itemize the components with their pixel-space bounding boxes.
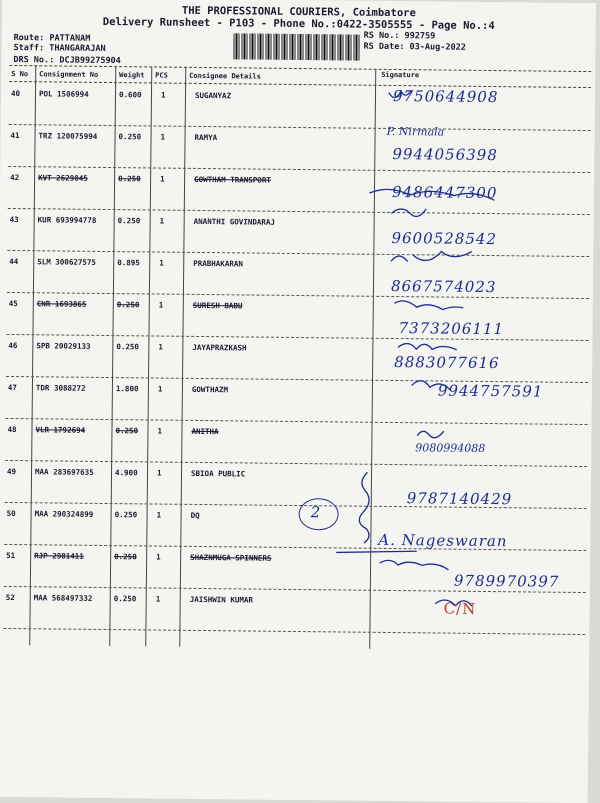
cell-sno: 49 (6, 466, 17, 477)
signature-52 (436, 600, 472, 606)
handwritten-phone-48: 9080994088 (415, 441, 486, 455)
handwritten-phone-49: 9787140429 (406, 489, 513, 509)
cell-consignment: SPB 20029133 (36, 341, 91, 351)
cell-pcs: 1 (157, 426, 163, 436)
cell-sno: 42 (10, 172, 20, 183)
cell-weight: 0.250 (117, 216, 141, 226)
cell-sno: 45 (8, 298, 18, 309)
cell-weight: 1.800 (115, 384, 139, 394)
handwritten-phone-40: 9750644908 (392, 86, 499, 107)
cell-consignment: POL 1506994 (38, 89, 89, 99)
col-header-consignee: Consignee Details (189, 71, 261, 81)
cell-consignee: SUGANYAZ (194, 90, 232, 101)
cell-pcs: 1 (155, 594, 161, 604)
cell-sno: 51 (6, 550, 16, 561)
cell-consignment: MAA 290324899 (34, 509, 94, 519)
signature-43 (392, 209, 426, 217)
cell-pcs: 1 (156, 468, 162, 478)
rs-date: RS Date: 03-Aug-2022 (363, 41, 466, 53)
cell-consignee: ANANTHI GOVINDARAJ (193, 216, 275, 227)
signature-scribbles (335, 84, 591, 627)
cell-consignment: RJP 2981411 (34, 551, 84, 561)
cell-pcs: 1 (160, 90, 166, 100)
cell-sno: 41 (10, 130, 20, 141)
handwritten-phone-44: 8667574023 (390, 276, 497, 297)
cell-pcs: 1 (159, 258, 164, 268)
cell-sno: 52 (5, 592, 15, 603)
underline-mark (336, 550, 416, 553)
cell-weight: 0.250 (118, 174, 141, 184)
circled-number: 2 (310, 503, 322, 522)
cell-pcs: 1 (158, 342, 163, 352)
staff-label: Staff: THANGARAJAN (13, 43, 106, 54)
cell-weight: 0.250 (114, 552, 137, 562)
cell-pcs: 1 (159, 216, 165, 226)
handwritten-phone-45: 7373206111 (398, 319, 505, 339)
signature-47 (412, 381, 450, 390)
cell-weight: 0.250 (114, 510, 138, 520)
signature-51 (380, 560, 448, 569)
handwritten-phone-46: 8883077616 (394, 353, 500, 373)
cell-sno: 50 (6, 508, 16, 519)
cell-consignee: JAISHWIN KUMAR (189, 594, 253, 605)
cell-sno: 44 (9, 256, 19, 267)
cell-consignment: MAA 568497332 (33, 593, 93, 603)
handwritten-phone-47: 9944757591 (437, 381, 544, 401)
handwritten-phone-51: 9789970397 (453, 571, 560, 591)
handwritten-cn-mark: C/N (443, 599, 477, 618)
cell-weight: 0.895 (117, 258, 140, 268)
cell-consignee: ANITHA (191, 426, 219, 437)
cell-consignment: KVT 2629845 (38, 173, 88, 183)
signature-42 (370, 189, 494, 200)
handwritten-phone-42: 9486447300 (391, 182, 498, 203)
brace-mark (359, 473, 370, 543)
cell-weight: 0.250 (116, 300, 140, 310)
cell-pcs: 1 (160, 174, 165, 184)
col-header-weight: Weight (119, 71, 145, 80)
cell-weight: 4.900 (114, 468, 138, 478)
cell-sno: 40 (10, 88, 21, 99)
cell-consignee: RAMYA (194, 132, 218, 143)
cell-consignee: PRABHAKARAN (193, 258, 243, 269)
cell-sno: 48 (7, 424, 17, 435)
cell-consignment: TDR 3088272 (35, 383, 86, 393)
cell-consignee: JAYAPRAZKASH (192, 342, 247, 353)
cell-consignee: DQ (190, 510, 200, 520)
signature-44 (391, 251, 471, 262)
cell-consignee: GOWTHAM TRANSPORT (194, 174, 271, 185)
rs-number: RS No.: 992759 (363, 30, 436, 42)
drs-number: DRS No.: DCJB99275904 (13, 55, 121, 67)
col-header-sno: S No (11, 69, 29, 79)
barcode-image (233, 33, 359, 60)
cell-consignee: SURESH BABU (192, 300, 243, 311)
col-header-signature: Signature (381, 70, 420, 80)
cell-pcs: 1 (160, 132, 166, 142)
signature-48 (417, 431, 443, 438)
company-title: THE PROFESSIONAL COURIERS, Coimbatore (181, 4, 416, 20)
cell-pcs: 1 (156, 510, 162, 520)
cell-consignment: MAA 283697635 (34, 467, 94, 477)
cell-weight: 0.250 (115, 426, 139, 436)
cell-consignment: VLR 1792694 (35, 425, 86, 435)
col-header-consignment: Consignment No (39, 70, 99, 79)
signature-45 (395, 301, 463, 310)
cell-sno: 46 (8, 340, 18, 351)
signature-40 (389, 91, 411, 98)
cell-sno: 43 (9, 214, 19, 225)
cell-consignee: SBIOA PUBLIC (190, 468, 246, 479)
cell-weight: 0.600 (118, 90, 142, 100)
cell-sno: 47 (7, 382, 18, 393)
cell-consignment: CNR 1693865 (36, 299, 87, 309)
col-header-pcs: PCS (155, 71, 168, 80)
cell-pcs: 1 (156, 552, 161, 562)
cell-pcs: 1 (157, 384, 163, 394)
cell-weight: 0.250 (118, 132, 142, 142)
cell-consignment: SLM 300627575 (37, 257, 96, 267)
runsheet-title: Delivery Runsheet - P103 - Phone No.:0422-3505555 - Page No.:4 (102, 15, 495, 33)
cell-weight: 0.250 (116, 342, 139, 352)
handwritten-phone-43: 9600528542 (391, 228, 498, 249)
cell-weight: 0.250 (113, 594, 137, 604)
cell-consignee: SHAZNMUGA SPINNERS (190, 552, 272, 563)
cell-consignment: KUR 693994778 (37, 215, 97, 225)
cell-consignment: TRZ 120075994 (38, 131, 98, 141)
handwritten-name-41: P. Nirmala (386, 124, 445, 139)
handwritten-phone-41: 9944056398 (392, 144, 498, 165)
cell-pcs: 1 (158, 300, 164, 310)
cell-consignee: GOWTHAZM (191, 384, 229, 395)
handwritten-name-50: A. Nageswaran (378, 530, 508, 551)
row-separator (3, 628, 585, 635)
signature-46 (398, 344, 456, 350)
route-label: Route: PATTANAM (13, 33, 91, 44)
